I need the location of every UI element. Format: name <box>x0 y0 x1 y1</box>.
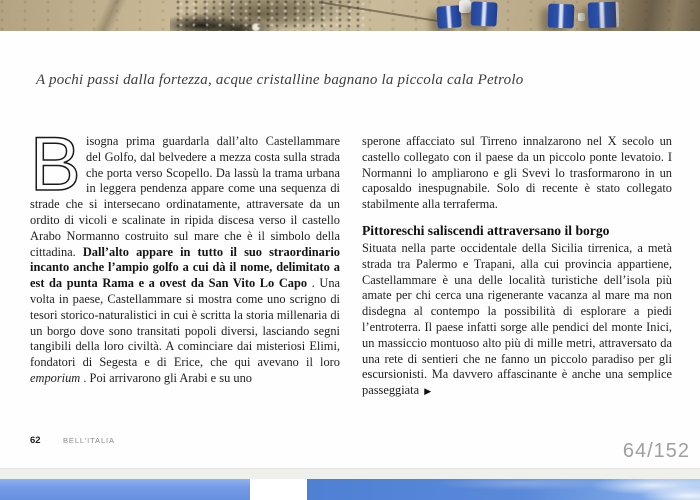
article-column-right <box>362 134 672 401</box>
article-body <box>30 122 672 401</box>
body-text-run: isogna prima guardarla dall’alto Castellammare del Golfo, dal belvedere a mezza costa sulla strada che porta verso Scopello. Da lassù la trama urbana in leggera pendenza appare come una sequenza di strade che si intersecano ordinatamente, attraversate da un ordito di vicoli e scalinate in ripida discesa verso il castello Arabo Normanno costruito sul mare che è il simbolo della cittadina. <box>30 134 340 259</box>
sky-photo-right <box>307 479 700 500</box>
next-spread-preview <box>0 479 700 500</box>
beach-photo-top <box>0 0 700 31</box>
body-text-run: . Poi arrivarono gli Arabi e su uno <box>83 370 252 385</box>
sun-loungers-pair-1 <box>437 0 503 31</box>
body-text-italic-run: emporium <box>30 370 81 385</box>
page-divider-strip <box>0 468 700 479</box>
body-text-run: Situata nella parte occidentale della Sicilia tirrenica, a metà strada tra Palermo e Trapani, alla cui provincia appartiene, Castellammare è una delle località turistiche dell’isola più amate per chi cerca una rigenerante vacanza al mare ma non disdegna al contempo la possibilità di esplorare a piedi l’entroterra. Il paese infatti sorge alle pendici del monte Inici, un massiccio montuoso alto più di mille metri, attraversato da una rete di sentieri che ne fanno un piccolo paradiso per gli escursionisti. Ma davvero affascinante è anche una semplice passeggiata <box>362 240 672 398</box>
right-column-paragraph-1: sperone affacciato sul Tirreno innalzarono nel X secolo un castello collegato con il paese da un piccolo ponte levatoio. I Normanni lo ampliarono e gli Svevi lo trasformarono in un caposaldo inespugnabile. Solo di recente è stato collegato stabilmente alla terraferma. <box>362 134 672 212</box>
magazine-name: BELL’ITALIA <box>63 436 115 445</box>
article-continues-arrow-icon: ▶ <box>424 387 432 398</box>
section-heading: Pittoreschi saliscendi attraversano il borgo <box>362 222 610 238</box>
article-column-left <box>30 122 341 401</box>
sand-shadow-left <box>70 0 150 31</box>
reader-page-indicator[interactable]: 64/152 <box>622 440 690 462</box>
photo-caption: A pochi passi dalla fortezza, acque cristalline bagnano la piccola cala Petrolo <box>36 72 524 88</box>
sky-photo-left <box>0 479 250 500</box>
page-footer <box>30 430 115 448</box>
white-towel <box>459 0 471 13</box>
right-column-paragraph-2 <box>362 241 672 401</box>
sand-shadow-right <box>580 0 700 31</box>
body-text-run: . Una volta in paese, Castellammare si mostra come uno scrigno di tesori storico-naturalistici in cui è scritta la storia millenaria di un borgo dove sono transitati popoli diversi, lasciando segni tangibili della loro civiltà. A cominciare dai misteriosi Elimi, fondatori di Segesta e di Erice, che qui avevano il loro <box>30 276 341 370</box>
body-text-bold-run: Dall’alto appare in tutto il suo straordinario incanto anche l’ampio golfo a cui dà il nome, delimitato a est da punta Rama e a ovest da San Vito Lo Capo <box>30 244 340 291</box>
folio-page-number: 62 <box>30 435 41 446</box>
drop-cap: B <box>30 122 81 207</box>
blue-lounger <box>436 5 461 29</box>
left-column-paragraph <box>30 122 341 387</box>
blue-lounger <box>470 1 497 26</box>
blue-lounger <box>548 4 575 29</box>
